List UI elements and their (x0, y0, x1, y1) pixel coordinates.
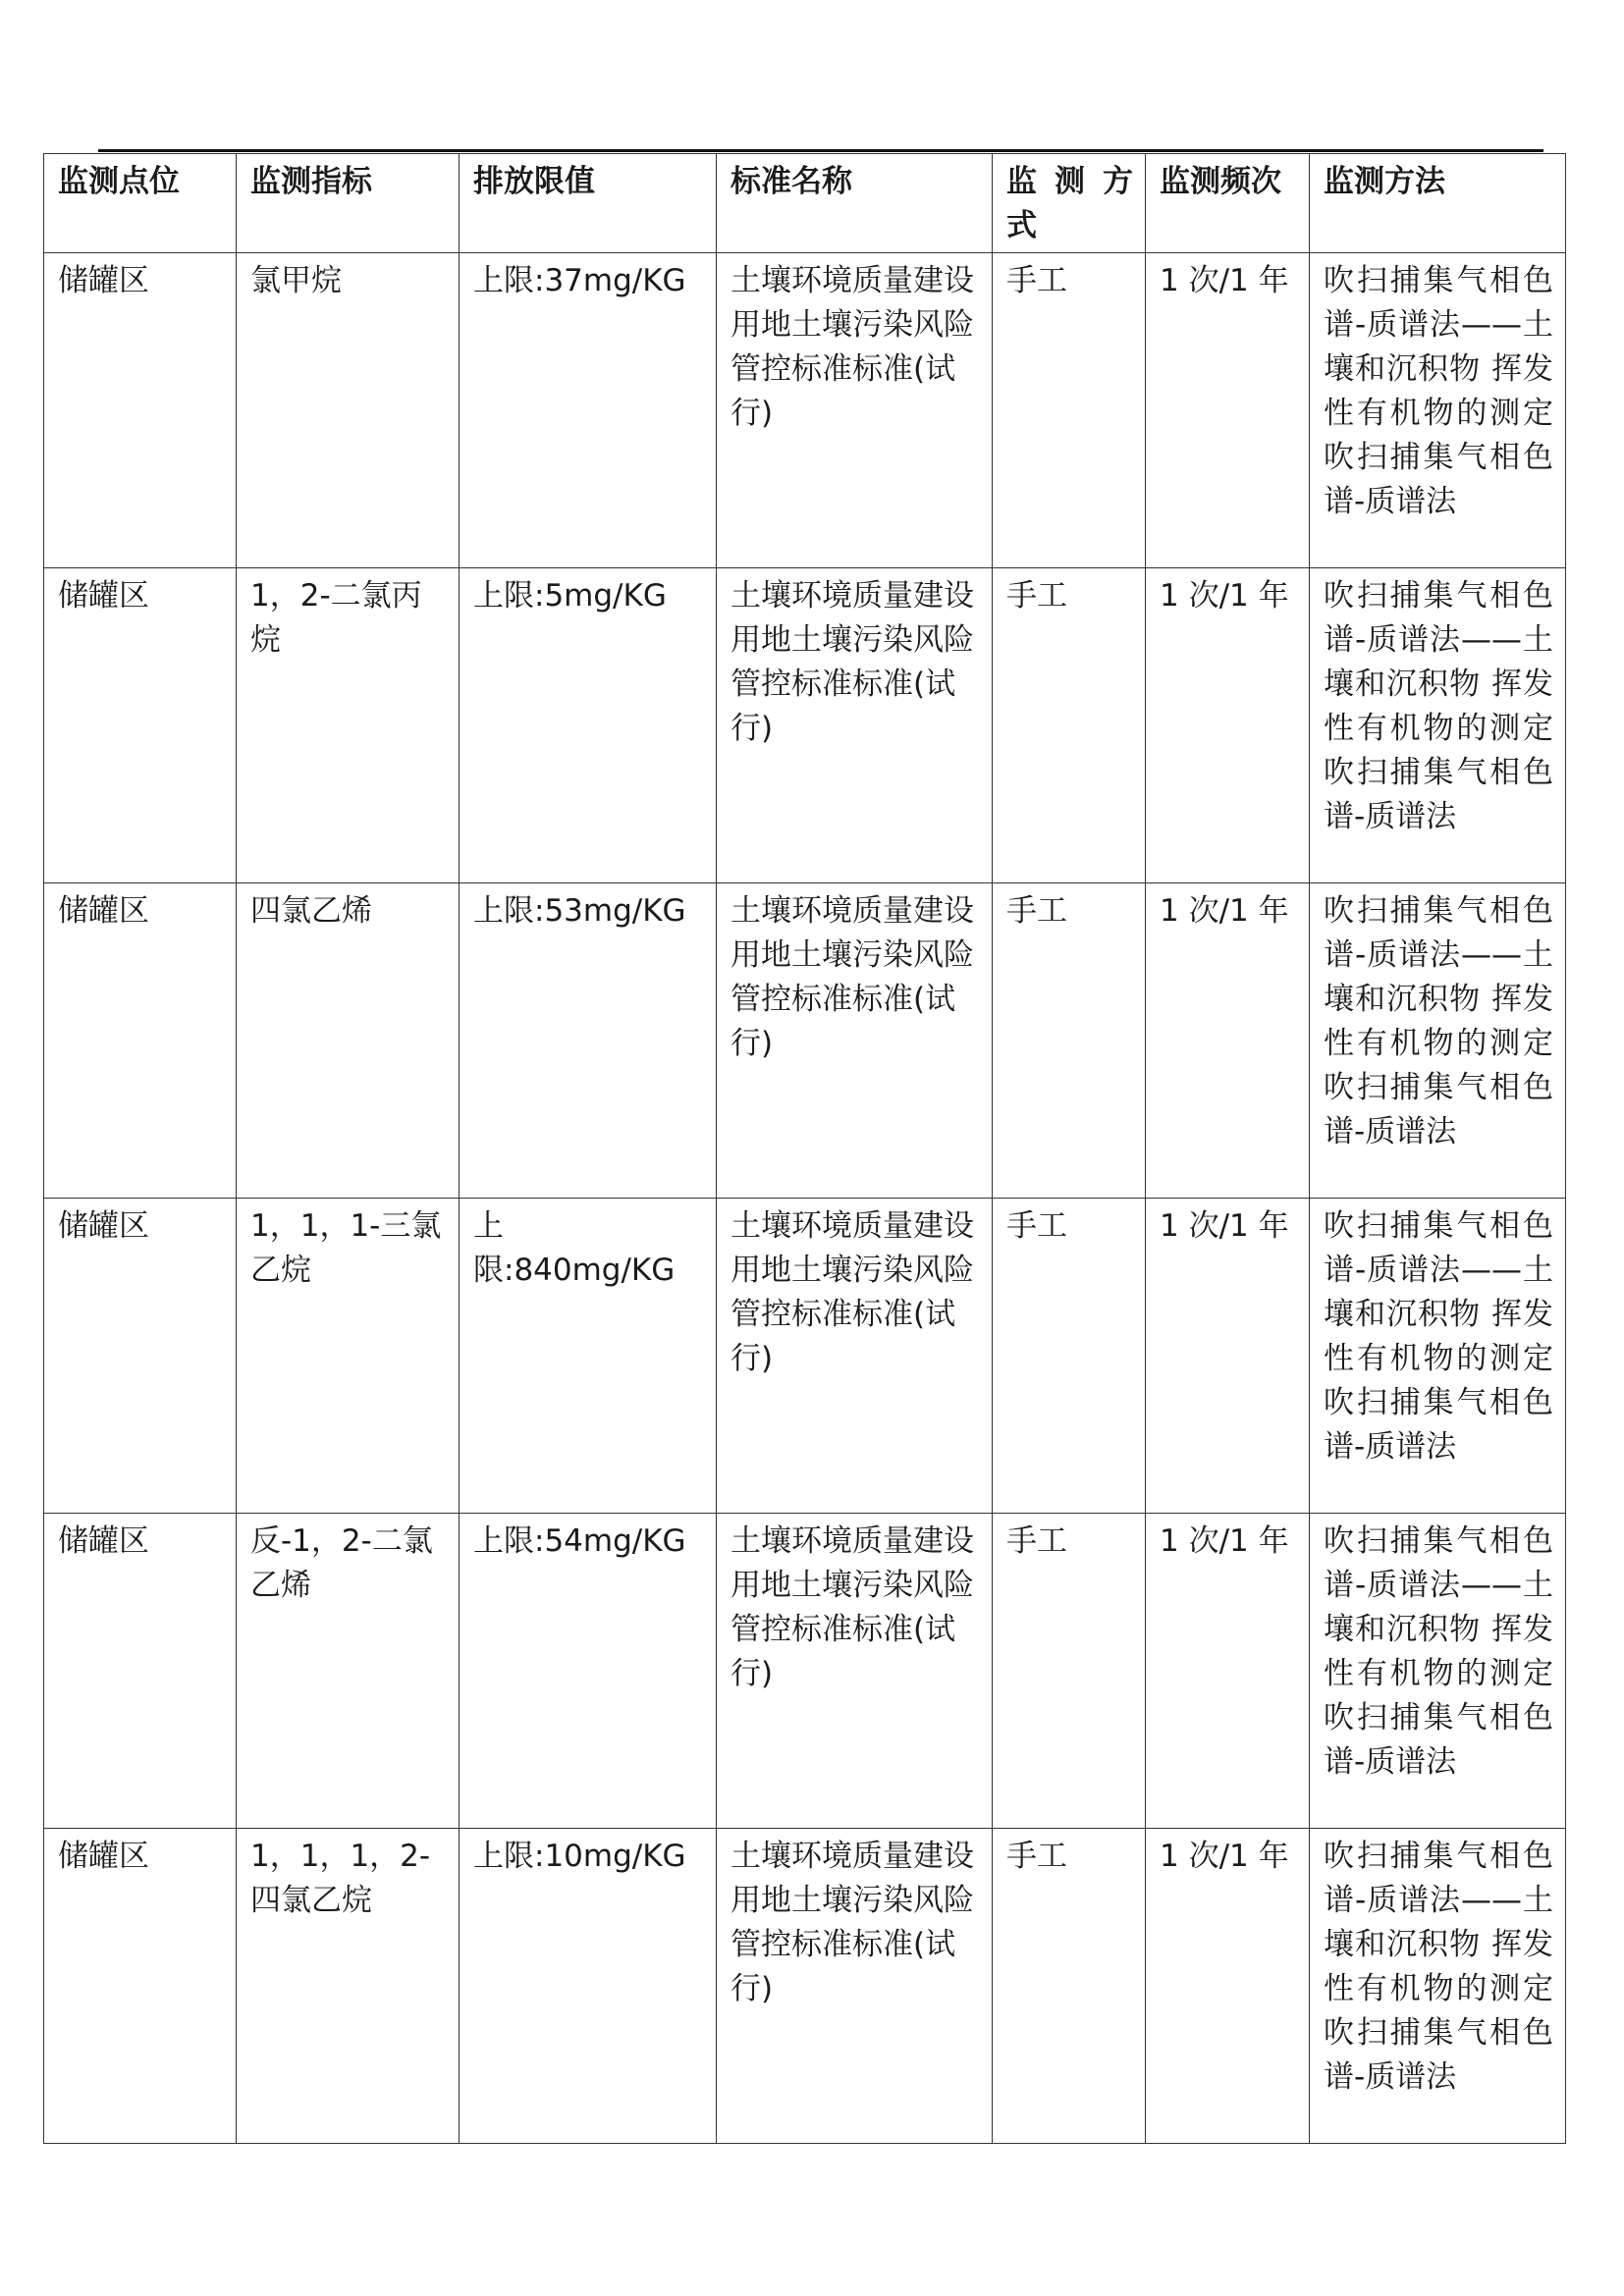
header-method: 监测方法 (1310, 154, 1566, 253)
cell-limit: 上限:840mg/KG (460, 1199, 717, 1514)
header-limit: 排放限值 (460, 154, 717, 253)
cell-mode: 手工 (993, 568, 1146, 883)
cell-mode: 手工 (993, 883, 1146, 1199)
cell-method: 吹扫捕集气相色谱-质谱法——土壤和沉积物 挥发性有机物的测定 吹扫捕集气相色谱-质谱法 (1310, 1829, 1566, 2144)
cell-site: 储罐区 (44, 1514, 237, 1829)
table-row (44, 1199, 1566, 1514)
cell-limit: 上限:37mg/KG (460, 253, 717, 568)
cell-site: 储罐区 (44, 1199, 237, 1514)
cell-limit: 上限:5mg/KG (460, 568, 717, 883)
header-mode: 监 测 方式 (993, 154, 1146, 253)
cell-limit: 上限:10mg/KG (460, 1829, 717, 2144)
cell-indicator: 1，1，1-三氯乙烷 (237, 1199, 460, 1514)
cell-method: 吹扫捕集气相色谱-质谱法——土壤和沉积物 挥发性有机物的测定 吹扫捕集气相色谱-质谱法 (1310, 568, 1566, 883)
cell-method: 吹扫捕集气相色谱-质谱法——土壤和沉积物 挥发性有机物的测定 吹扫捕集气相色谱-质谱法 (1310, 253, 1566, 568)
cell-frequency: 1 次/1 年 (1146, 883, 1310, 1199)
header-frequency: 监测频次 (1146, 154, 1310, 253)
cell-frequency: 1 次/1 年 (1146, 568, 1310, 883)
cell-frequency: 1 次/1 年 (1146, 1829, 1310, 2144)
table-row (44, 253, 1566, 568)
header-indicator: 监测指标 (237, 154, 460, 253)
cell-standard: 土壤环境质量建设用地土壤污染风险管控标准标准(试行) (717, 1199, 993, 1514)
cell-indicator: 1，1，1，2-四氯乙烷 (237, 1829, 460, 2144)
table-row (44, 1829, 1566, 2144)
table-row (44, 568, 1566, 883)
cell-standard: 土壤环境质量建设用地土壤污染风险管控标准标准(试行) (717, 1514, 993, 1829)
cell-limit: 上限:54mg/KG (460, 1514, 717, 1829)
header-standard: 标准名称 (717, 154, 993, 253)
cell-standard: 土壤环境质量建设用地土壤污染风险管控标准标准(试行) (717, 253, 993, 568)
cell-mode: 手工 (993, 1199, 1146, 1514)
cell-frequency: 1 次/1 年 (1146, 1514, 1310, 1829)
cell-limit: 上限:53mg/KG (460, 883, 717, 1199)
table-row (44, 1514, 1566, 1829)
header-site: 监测点位 (44, 154, 237, 253)
cell-frequency: 1 次/1 年 (1146, 1199, 1310, 1514)
top-rule (98, 149, 1543, 152)
cell-indicator: 四氯乙烯 (237, 883, 460, 1199)
table-header-row (44, 154, 1566, 253)
cell-standard: 土壤环境质量建设用地土壤污染风险管控标准标准(试行) (717, 1829, 993, 2144)
monitoring-table (43, 153, 1566, 2144)
cell-mode: 手工 (993, 1514, 1146, 1829)
cell-method: 吹扫捕集气相色谱-质谱法——土壤和沉积物 挥发性有机物的测定 吹扫捕集气相色谱-质谱法 (1310, 1514, 1566, 1829)
cell-site: 储罐区 (44, 568, 237, 883)
cell-site: 储罐区 (44, 253, 237, 568)
cell-site: 储罐区 (44, 1829, 237, 2144)
table-row (44, 883, 1566, 1199)
cell-indicator: 反-1，2-二氯乙烯 (237, 1514, 460, 1829)
cell-frequency: 1 次/1 年 (1146, 253, 1310, 568)
cell-mode: 手工 (993, 253, 1146, 568)
cell-standard: 土壤环境质量建设用地土壤污染风险管控标准标准(试行) (717, 883, 993, 1199)
cell-site: 储罐区 (44, 883, 237, 1199)
cell-standard: 土壤环境质量建设用地土壤污染风险管控标准标准(试行) (717, 568, 993, 883)
cell-indicator: 氯甲烷 (237, 253, 460, 568)
cell-method: 吹扫捕集气相色谱-质谱法——土壤和沉积物 挥发性有机物的测定 吹扫捕集气相色谱-质谱法 (1310, 1199, 1566, 1514)
cell-method: 吹扫捕集气相色谱-质谱法——土壤和沉积物 挥发性有机物的测定 吹扫捕集气相色谱-质谱法 (1310, 883, 1566, 1199)
cell-mode: 手工 (993, 1829, 1146, 2144)
cell-indicator: 1，2-二氯丙烷 (237, 568, 460, 883)
